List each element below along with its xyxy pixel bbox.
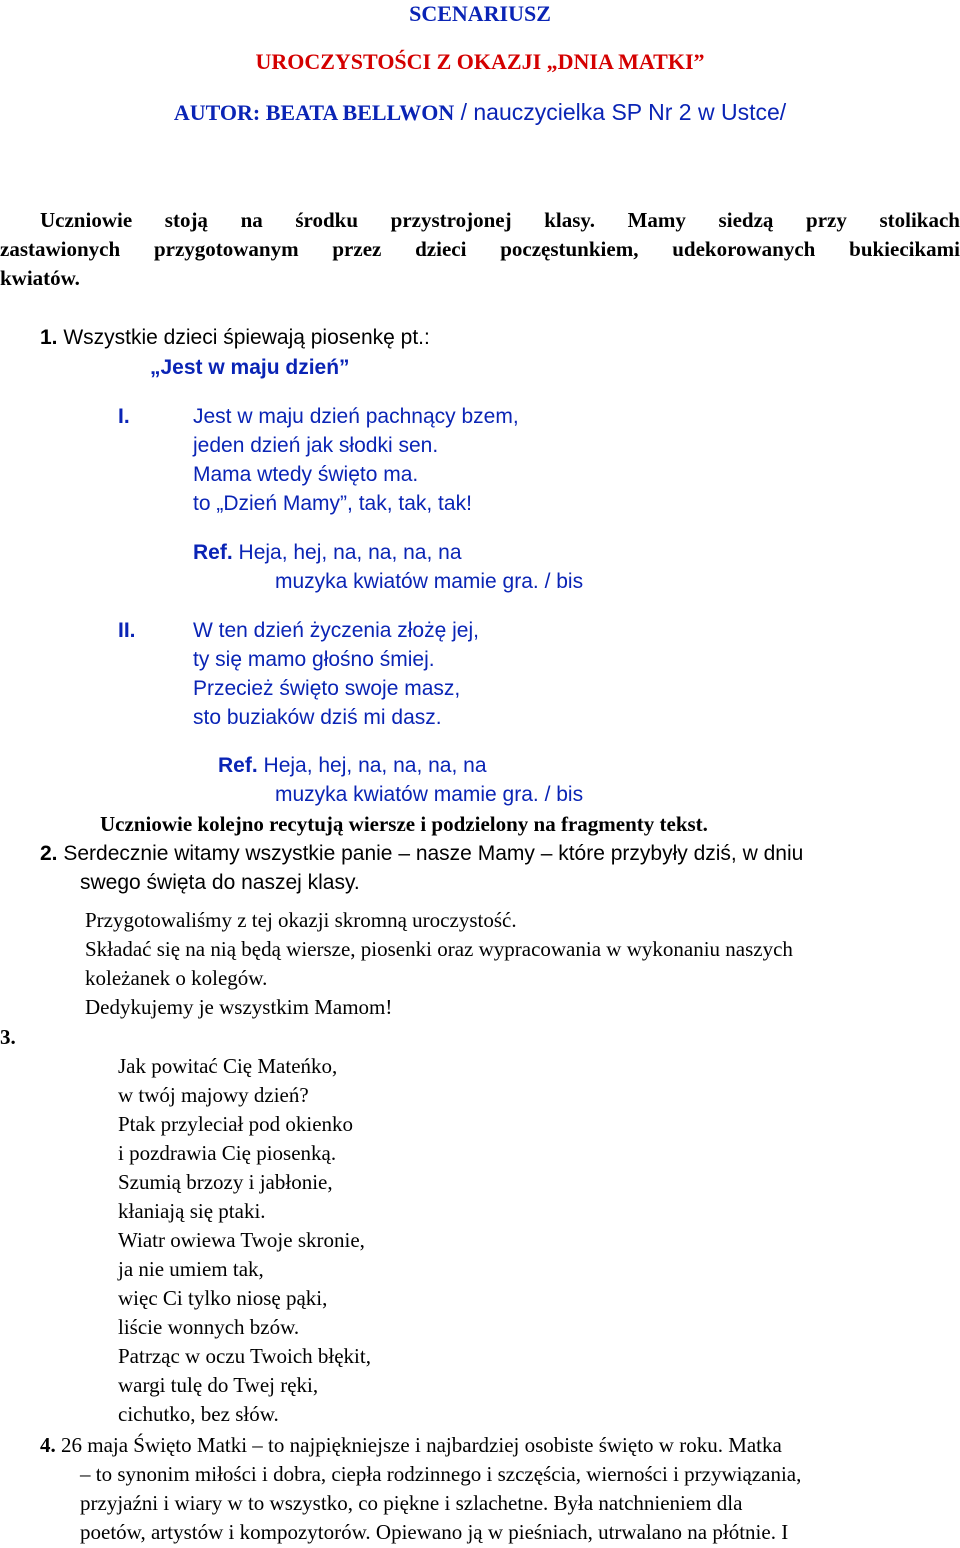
item-2-number: 2. [40,842,58,865]
item-3-intro-line: Składać się na nią będą wiersze, piosenki oraz wypracowania w wykonaniu naszych [85,937,793,961]
poem-line: liście wonnych bzów. [118,1315,300,1339]
document-title: SCENARIUSZ [409,1,551,26]
author-line [0,99,960,127]
item-2-text: Serdecznie witamy wszystkie panie – nasze Mamy – które przybyły dziś, w dniu [57,842,804,865]
verse-1-line: jeden dzień jak słodki sen. [193,434,439,457]
item-4-line-2: – to synonim miłości i dobra, ciepła rodzinnego i szczęścia, wierności i przywiązania, [80,1462,802,1486]
verse-1-line: Jest w maju dzień pachnący bzem, [193,405,519,428]
poem-line: ja nie umiem tak, [118,1257,264,1281]
item-3-intro-line: Przygotowaliśmy z tej okazji skromną uroczystość. [85,908,517,932]
poem-line: Jak powitać Cię Mateńko, [118,1054,338,1078]
refrain-1-line-2: muzyka kwiatów mamie gra. / bis [275,570,584,593]
item-3-intro-line: koleżanek o kolegów. [85,966,268,990]
item-4-text: 26 maja Święto Matki – to najpiękniejsze i najbardziej osobiste święto w roku. Matka [55,1433,782,1457]
intro-line-3: kwiatów. [0,266,80,290]
item-1 [40,325,430,350]
verse-2-number: II. [118,619,136,642]
refrain-label: Ref. [193,541,233,564]
poem-line: w twój majowy dzień? [118,1083,309,1107]
verse-2 [193,618,479,734]
verse-2-line: ty się mamo głośno śmiej. [193,648,435,671]
item-3-intro-line: Dedykujemy je wszystkim Mamom! [85,995,393,1019]
poem-line: Patrząc w oczu Twoich błękit, [118,1344,371,1368]
poem-line: więc Ci tylko niosę pąki, [118,1286,328,1310]
intro-line-2: zastawionych przygotowanym przez dzieci poczęstunkiem, udekorowanych bukiecikami [0,237,960,261]
refrain-2-line-2: muzyka kwiatów mamie gra. / bis [275,783,584,806]
poem-line: Szumią brzozy i jabłonie, [118,1170,333,1194]
refrain-1-line-1 [193,540,462,565]
verse-2-line: Przecież święto swoje masz, [193,677,461,700]
refrain-text: Heja, hej, na, na, na, na [232,541,462,564]
verse-1-line: to „Dzień Mamy”, tak, tak, tak! [193,492,472,515]
verse-2-line: sto buziaków dziś mi dasz. [193,706,442,729]
item-3-intro [85,908,793,1024]
poem-line: kłaniają się ptaki. [118,1199,266,1223]
author-affiliation: / nauczycielka SP Nr 2 w Ustce/ [454,99,787,125]
recite-note: Uczniowie kolejno recytują wiersze i podzielony na fragmenty tekst. [100,812,708,836]
item-1-number: 1. [40,326,58,349]
item-2-line-1 [40,841,803,866]
verse-1-line: Mama wtedy święto ma. [193,463,419,486]
item-4-line-4: poetów, artystów i kompozytorów. Opiewano ją w pieśniach, utrwalano na płótnie. I [80,1520,789,1544]
poem-line: Wiatr owiewa Twoje skronie, [118,1228,365,1252]
song-title: „Jest w maju dzień” [150,356,350,379]
verse-1-number: I. [118,405,130,428]
item-4-line-1 [40,1433,782,1458]
item-4-line-3: przyjaźni i wiary w to wszystko, co piękne i szlachetne. Była natchnieniem dla [80,1491,743,1515]
intro-line-1: Uczniowie stoją na środku przystrojonej klasy. Mamy siedzą przy stolikach [40,208,960,232]
document-subtitle: UROCZYSTOŚCI Z OKAZJI „DNIA MATKI” [255,49,705,74]
verse-1 [193,404,519,520]
verse-2-line: W ten dzień życzenia złożę jej, [193,619,479,642]
refrain-2-line-1 [218,753,487,778]
item-4-number: 4. [40,1433,56,1457]
poem-line: wargi tulę do Twej ręki, [118,1373,319,1397]
author-name: AUTOR: BEATA BELLWON [173,100,455,125]
item-3-number: 3. [0,1025,16,1049]
poem-line: cichutko, bez słów. [118,1402,279,1426]
poem-line: i pozdrawia Cię piosenką. [118,1141,337,1165]
poem [118,1054,371,1431]
refrain-text: Heja, hej, na, na, na, na [257,754,487,777]
item-1-text: Wszystkie dzieci śpiewają piosenkę pt.: [57,326,430,349]
item-2-line-2: swego święta do naszej klasy. [80,871,360,894]
refrain-label: Ref. [218,754,258,777]
poem-line: Ptak przyleciał pod okienko [118,1112,354,1136]
